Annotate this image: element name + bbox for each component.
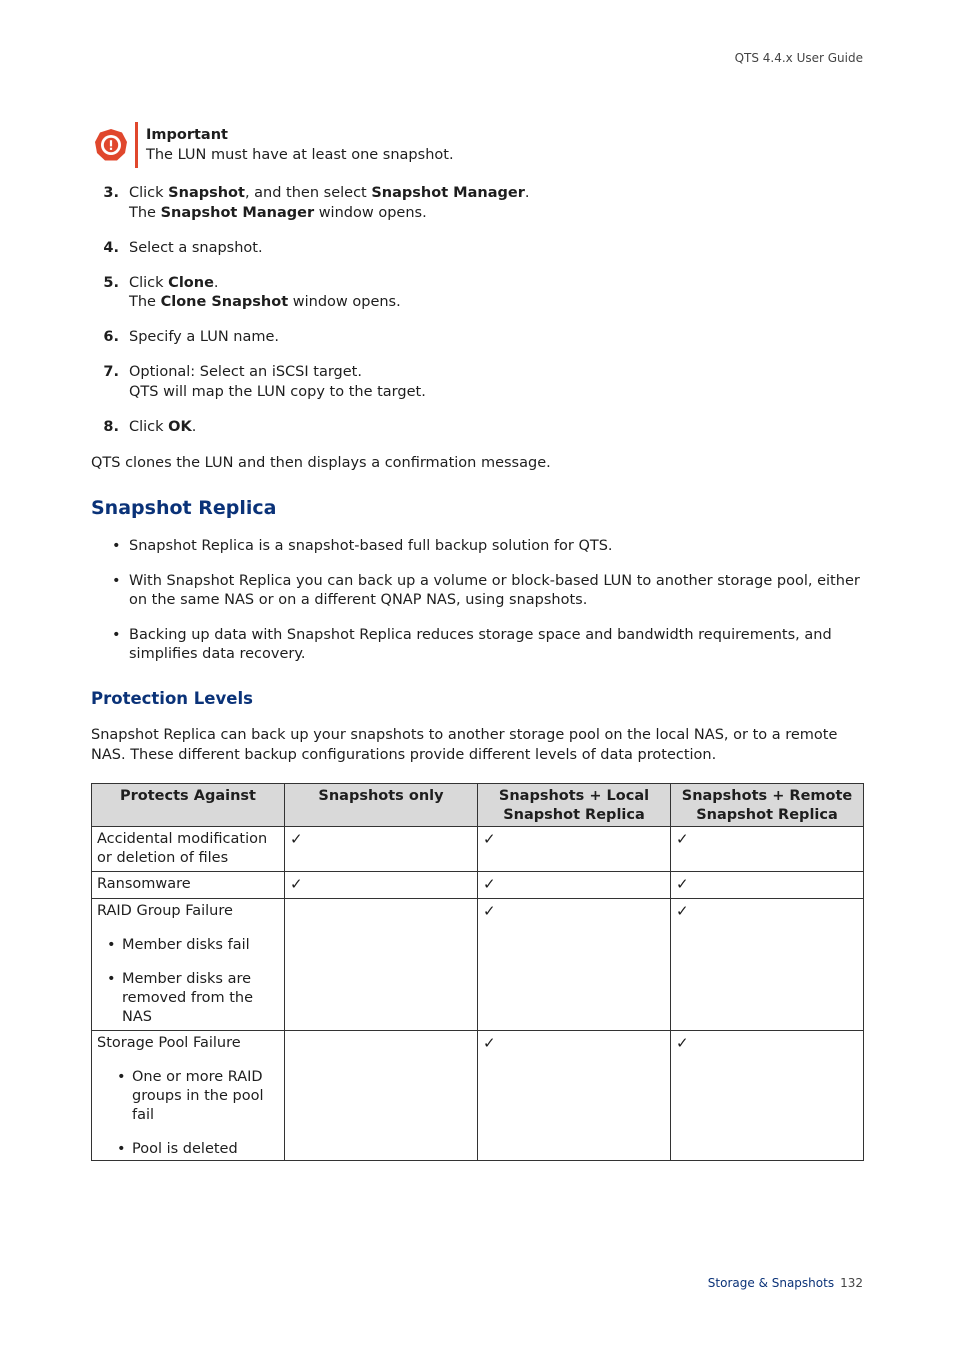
page-number: 132 xyxy=(840,1276,863,1290)
sub-item-text: Pool is deleted xyxy=(132,1141,238,1157)
check-icon: ✓ xyxy=(483,875,496,893)
step-text: Click xyxy=(129,418,169,435)
check-icon: ✓ xyxy=(483,1034,496,1052)
check-icon: ✓ xyxy=(290,875,303,893)
ui-term: Snapshot xyxy=(168,185,245,201)
column-header: Snapshots + Local Snapshot Replica xyxy=(478,784,671,827)
callout-title: Important xyxy=(146,127,228,143)
step-number: 6. xyxy=(103,329,119,345)
conclusion-text: QTS clones the LUN and then displays a confirmation message. xyxy=(91,455,551,471)
row-label: RAID Group Failure xyxy=(97,903,233,919)
callout-bar xyxy=(135,122,138,168)
empty-cell xyxy=(285,899,478,1031)
check-icon: ✓ xyxy=(676,902,689,920)
step-text: Click xyxy=(129,274,169,291)
sub-item-text: One or more RAID groups in the pool fail xyxy=(132,1069,264,1123)
step-5 xyxy=(91,274,863,313)
running-header: QTS 4.4.x User Guide xyxy=(734,51,863,65)
step-number: 4. xyxy=(103,239,119,256)
list-item: • With Snapshot Replica you can back up a volume or block-based LUN to another storage pool, either on the same NAS or on a different QNAP NAS, using snapshots. xyxy=(112,572,862,611)
table-row xyxy=(92,1031,864,1161)
empty-cell xyxy=(285,1031,478,1161)
subsection-heading: Protection Levels xyxy=(91,689,253,708)
check-icon: ✓ xyxy=(676,875,689,893)
list-item: • Backing up data with Snapshot Replica reduces storage space and bandwidth requirements, and simplifies data recovery. xyxy=(112,626,862,665)
step-4 xyxy=(91,239,863,259)
table-row xyxy=(92,899,864,1031)
step-7 xyxy=(91,363,863,402)
step-text: . xyxy=(213,274,219,291)
column-header: Snapshots + Remote Snapshot Replica xyxy=(671,784,864,827)
important-exclamation-icon xyxy=(94,128,128,162)
step-text: The xyxy=(129,294,161,310)
check-icon: ✓ xyxy=(483,830,496,848)
ui-term: Clone xyxy=(168,274,214,291)
sub-item: • One or more RAID groups in the pool fail xyxy=(97,1068,279,1125)
step-text: . xyxy=(191,418,197,435)
sub-item: • Member disks are removed from the NAS xyxy=(97,970,279,1027)
row-label-cell xyxy=(92,1031,285,1161)
step-text: Select a snapshot. xyxy=(129,239,263,256)
row-label: Storage Pool Failure xyxy=(97,1035,241,1051)
step-number: 8. xyxy=(103,418,119,435)
table-header-row xyxy=(92,784,864,827)
step-6 xyxy=(91,328,863,348)
callout-text: The LUN must have at least one snapshot. xyxy=(146,147,454,163)
check-icon: ✓ xyxy=(290,830,303,848)
bullet-list xyxy=(112,537,862,680)
list-item-text: With Snapshot Replica you can back up a volume or block-based LUN to another storage pool, either on the same NAS or on a different QNAP NAS, using snapshots. xyxy=(129,572,860,608)
row-label: Accidental modification or deletion of files xyxy=(92,827,285,872)
protection-levels-table xyxy=(91,783,864,1161)
ui-term: Snapshot Manager xyxy=(371,185,525,201)
ui-term: Clone Snapshot xyxy=(160,294,289,310)
list-item-text: Snapshot Replica is a snapshot-based full backup solution for QTS. xyxy=(129,538,613,554)
step-text: , and then select xyxy=(244,185,372,201)
list-item-text: Backing up data with Snapshot Replica reduces storage space and bandwidth requirements, and simplifies data recovery. xyxy=(129,626,832,662)
ui-term: OK xyxy=(168,418,192,435)
step-8 xyxy=(91,418,863,438)
check-icon: ✓ xyxy=(676,1034,689,1052)
check-icon: ✓ xyxy=(483,902,496,920)
step-text: . xyxy=(524,185,530,201)
table-row xyxy=(92,827,864,872)
sub-item-text: Member disks fail xyxy=(122,937,250,953)
page-footer xyxy=(708,1276,863,1290)
sub-item-text: Member disks are removed from the NAS xyxy=(122,971,254,1025)
step-text: window opens. xyxy=(314,204,427,221)
section-heading: Snapshot Replica xyxy=(91,497,277,519)
step-list xyxy=(91,184,863,453)
column-header: Protects Against xyxy=(92,784,285,827)
table-row xyxy=(92,872,864,899)
sub-item: • Member disks fail xyxy=(107,937,250,953)
step-text: Click xyxy=(129,185,169,201)
step-number: 5. xyxy=(103,274,119,291)
step-text: Optional: Select an iSCSI target. xyxy=(129,364,362,380)
list-item: • Snapshot Replica is a snapshot-based full backup solution for QTS. xyxy=(112,537,862,557)
step-text: The xyxy=(129,204,161,221)
step-3 xyxy=(91,184,863,223)
step-number: 3. xyxy=(103,185,119,201)
step-text: Specify a LUN name. xyxy=(129,329,280,345)
important-callout xyxy=(94,122,454,168)
column-header: Snapshots only xyxy=(285,784,478,827)
check-icon: ✓ xyxy=(676,830,689,848)
intro-paragraph: Snapshot Replica can back up your snapshots to another storage pool on the local NAS, or to a remote NAS. These different backup configurations provide different levels of data protection. xyxy=(91,727,838,763)
row-label: Ransomware xyxy=(92,872,285,899)
ui-term: Snapshot Manager xyxy=(160,204,315,221)
step-number: 7. xyxy=(103,364,119,380)
footer-section: Storage & Snapshots xyxy=(707,1276,835,1290)
step-text: QTS will map the LUN copy to the target. xyxy=(129,383,426,400)
step-text: window opens. xyxy=(288,294,401,310)
row-label-cell xyxy=(92,899,285,1031)
sub-item: • Pool is deleted xyxy=(117,1141,238,1157)
